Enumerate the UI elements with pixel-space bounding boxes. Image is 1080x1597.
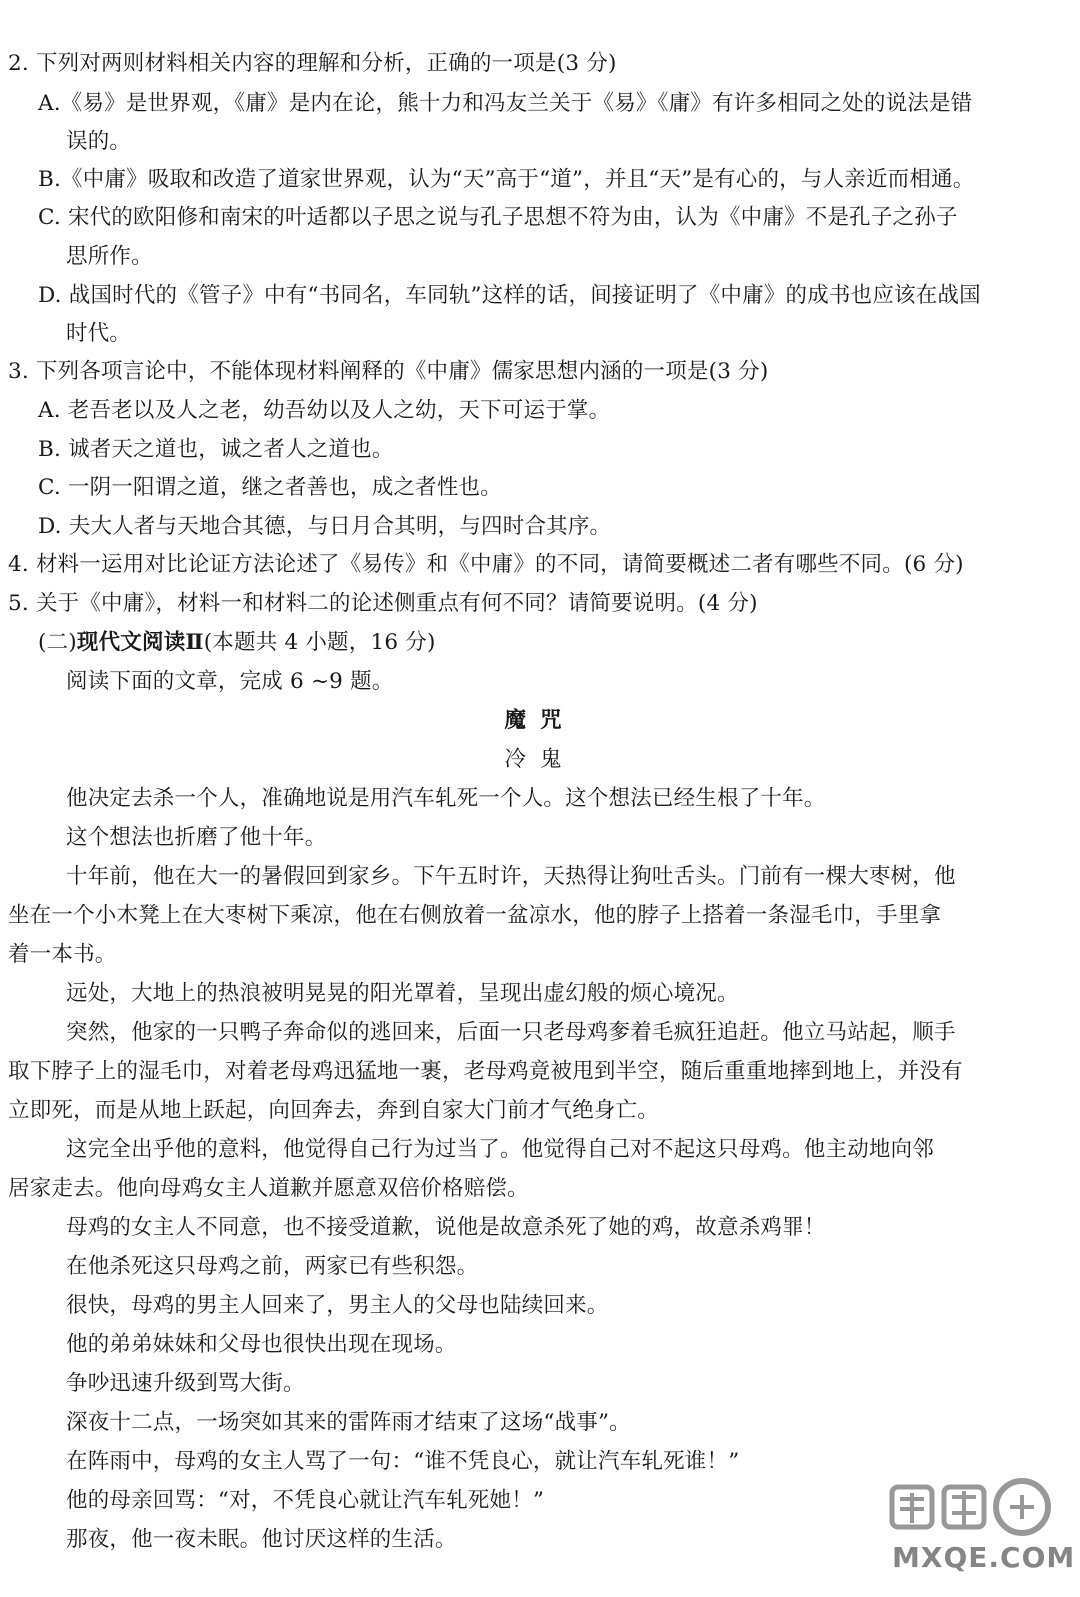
question-2-option-d-cont: 时代。 [66, 321, 132, 346]
story-title: 魔咒 [504, 708, 576, 733]
story-line-5: 着一本书。 [8, 942, 117, 967]
story-line-20: 那夜，他一夜未眠。他讨厌这样的生活。 [66, 1527, 457, 1552]
question-2-option-d: D. 战国时代的《管子》中有“书同名，车同轨”这样的话，间接证明了《中庸》的成书也应该在战国 [38, 283, 981, 308]
story-line-7: 突然，他家的一只鸭子奔命似的逃回来，后面一只老母鸡奓着毛疯狂追赶。他立马站起，顺手 [66, 1020, 956, 1045]
watermark-url: MXQE.COM [892, 1541, 1076, 1574]
section-instruction: 阅读下面的文章，完成 6 ~9 题。 [66, 669, 394, 694]
story-line-18: 在阵雨中，母鸡的女主人骂了一句：“谁不凭良心，就让汽车轧死谁！” [66, 1449, 740, 1474]
story-author: 冷鬼 [504, 747, 576, 772]
story-line-1: 他决定去杀一个人，准确地说是用汽车轧死一个人。这个想法已经生根了十年。 [66, 786, 826, 811]
story-line-3: 十年前，他在大一的暑假回到家乡。下午五时许，天热得让狗吐舌头。门前有一棵大枣树，他 [66, 864, 956, 889]
story-line-11: 居家走去。他向母鸡女主人道歉并愿意双倍价格赔偿。 [8, 1176, 529, 1201]
question-2-option-b: B.《中庸》吸取和改造了道家世界观，认为“天”高于“道”，并且“天”是有心的，与人亲近而相通。 [38, 167, 975, 192]
question-3-option-a: A. 老吾老以及人之老，幼吾幼以及人之幼，天下可运于掌。 [38, 398, 611, 423]
question-5: 5. 关于《中庸》，材料一和材料二的论述侧重点有何不同？请简要说明。(4 分) [8, 591, 758, 616]
story-line-17: 深夜十二点，一场突如其来的雷阵雨才结束了这场“战事”。 [66, 1410, 631, 1435]
question-4: 4. 材料一运用对比论证方法论述了《易传》和《中庸》的不同，请简要概述二者有哪些不同。(6 分) [8, 552, 964, 577]
question-3-option-c: C. 一阴一阳谓之道，继之者善也，成之者性也。 [38, 475, 502, 500]
question-2-stem: 2. 下列对两则材料相关内容的理解和分析，正确的一项是(3 分) [8, 51, 617, 76]
watermark [888, 1473, 1076, 1583]
question-3-option-d: D. 夫大人者与天地合其德，与日月合其明，与四时合其序。 [38, 514, 612, 539]
story-line-9: 立即死，而是从地上跃起，向回奔去，奔到自家大门前才气绝身亡。 [8, 1098, 660, 1123]
story-line-19: 他的母亲回骂：“对，不凭良心就让汽车轧死她！” [66, 1488, 545, 1513]
question-2-option-c-cont: 思所作。 [66, 244, 153, 269]
section-heading [38, 625, 1080, 661]
question-2-option-a: A.《易》是世界观，《庸》是内在论，熊十力和冯友兰关于《易》《庸》有许多相同之处的说法是错 [38, 91, 973, 116]
section-heading-detail: (本题共 4 小题，16 分) [203, 630, 436, 655]
question-3-stem: 3. 下列各项言论中，不能体现材料阐释的《中庸》儒家思想内涵的一项是(3 分) [8, 359, 769, 384]
story-line-8: 取下脖子上的湿毛巾，对着老母鸡迅猛地一裹，老母鸡竟被甩到半空，随后重重地摔到地上，并没有 [8, 1059, 963, 1084]
section-heading-prefix: (二) [38, 630, 77, 655]
story-line-16: 争吵迅速升级到骂大街。 [66, 1371, 305, 1396]
story-line-6: 远处，大地上的热浪被明晃晃的阳光罩着，呈现出虚幻般的烦心境况。 [66, 981, 739, 1006]
question-2-option-a-cont: 误的。 [66, 129, 132, 154]
story-line-14: 很快，母鸡的男主人回来了，男主人的父母也陆续回来。 [66, 1293, 609, 1318]
story-line-13: 在他杀死这只母鸡之前，两家已有些积怨。 [66, 1254, 479, 1279]
answer-circle-logo-icon [888, 1473, 1058, 1545]
story-line-12: 母鸡的女主人不同意，也不接受道歉，说他是故意杀死了她的鸡，故意杀鸡罪！ [66, 1215, 826, 1240]
story-line-4: 坐在一个小木凳上在大枣树下乘凉，他在右侧放着一盆凉水，他的脖子上搭着一条湿毛巾，手里拿 [8, 903, 942, 928]
story-line-10: 这完全出乎他的意料，他觉得自己行为过当了。他觉得自己对不起这只母鸡。他主动地向邻 [66, 1137, 935, 1162]
question-2-option-c: C. 宋代的欧阳修和南宋的叶适都以子思之说与孔子思想不符为由，认为《中庸》不是孔子之孙子 [38, 205, 958, 230]
story-line-15: 他的弟弟妹妹和父母也很快出现在现场。 [66, 1332, 457, 1357]
section-heading-title: 现代文阅读Ⅱ [76, 630, 204, 655]
story-line-2: 这个想法也折磨了他十年。 [66, 825, 327, 850]
question-3-option-b: B. 诚者天之道也，诚之者人之道也。 [38, 437, 394, 462]
